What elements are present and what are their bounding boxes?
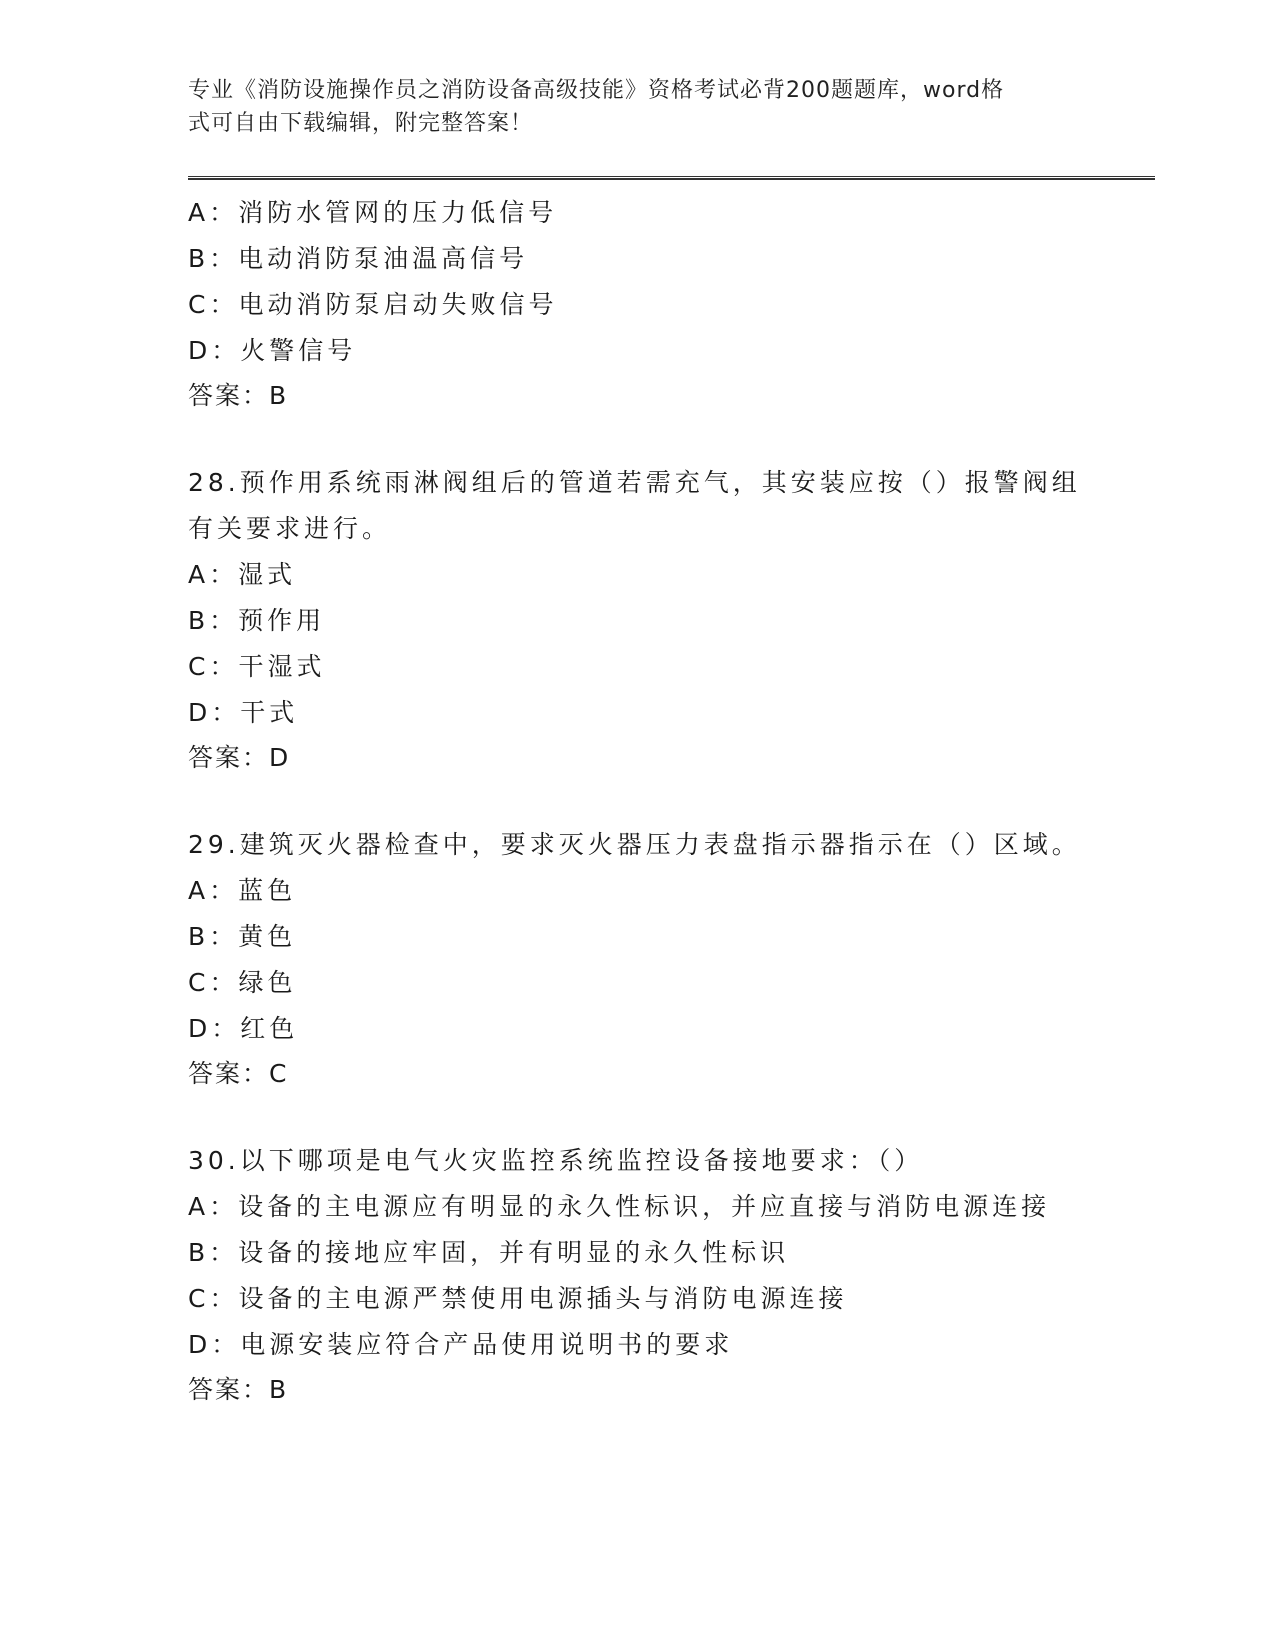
option-b: B：设备的接地应牢固，并有明显的永久性标识 [188,1238,790,1267]
question-27 [188,190,1148,418]
option-b: B：预作用 [188,606,326,635]
question-stem: 29.建筑灭火器检查中，要求灭火器压力表盘指示器指示在（）区域。 [188,830,1081,859]
question-stem: 30.以下哪项是电气火灾监控系统监控设备接地要求：（） [188,1146,924,1175]
answer: 答案：C [188,1059,289,1088]
option-d: D：红色 [188,1014,299,1043]
answer: 答案：B [188,381,289,410]
option-d: D：电源安装应符合产品使用说明书的要求 [188,1330,734,1359]
option-d: D：火警信号 [188,336,357,365]
answer: 答案：D [188,743,291,772]
option-b: B：电动消防泵油温高信号 [188,244,529,273]
question-list [188,190,1148,1412]
header-line-2: 式可自由下载编辑，附完整答案！ [188,111,534,136]
option-a: A：湿式 [188,560,297,589]
option-c: C：设备的主电源严禁使用电源插头与消防电源连接 [188,1284,848,1313]
option-a: A：消防水管网的压力低信号 [188,198,558,227]
option-c: C：绿色 [188,968,297,997]
option-c: C：干湿式 [188,652,326,681]
header-divider [188,176,1155,180]
question-stem: 28.预作用系统雨淋阀组后的管道若需充气，其安装应按（）报警阀组 [188,468,1081,497]
question-30 [188,1138,1148,1412]
option-b: B：黄色 [188,922,297,951]
answer: 答案：B [188,1375,289,1404]
option-c: C：电动消防泵启动失败信号 [188,290,558,319]
header-line-1: 专业《消防设施操作员之消防设备高级技能》资格考试必背200题题库，word格 [188,78,1005,103]
question-28 [188,460,1148,780]
option-a: A：设备的主电源应有明显的永久性标识，并应直接与消防电源连接 [188,1192,1051,1221]
option-d: D：干式 [188,698,299,727]
question-29 [188,822,1148,1096]
option-a: A：蓝色 [188,876,297,905]
document-header [188,74,1068,140]
question-stem-continued: 有关要求进行。 [188,514,392,543]
